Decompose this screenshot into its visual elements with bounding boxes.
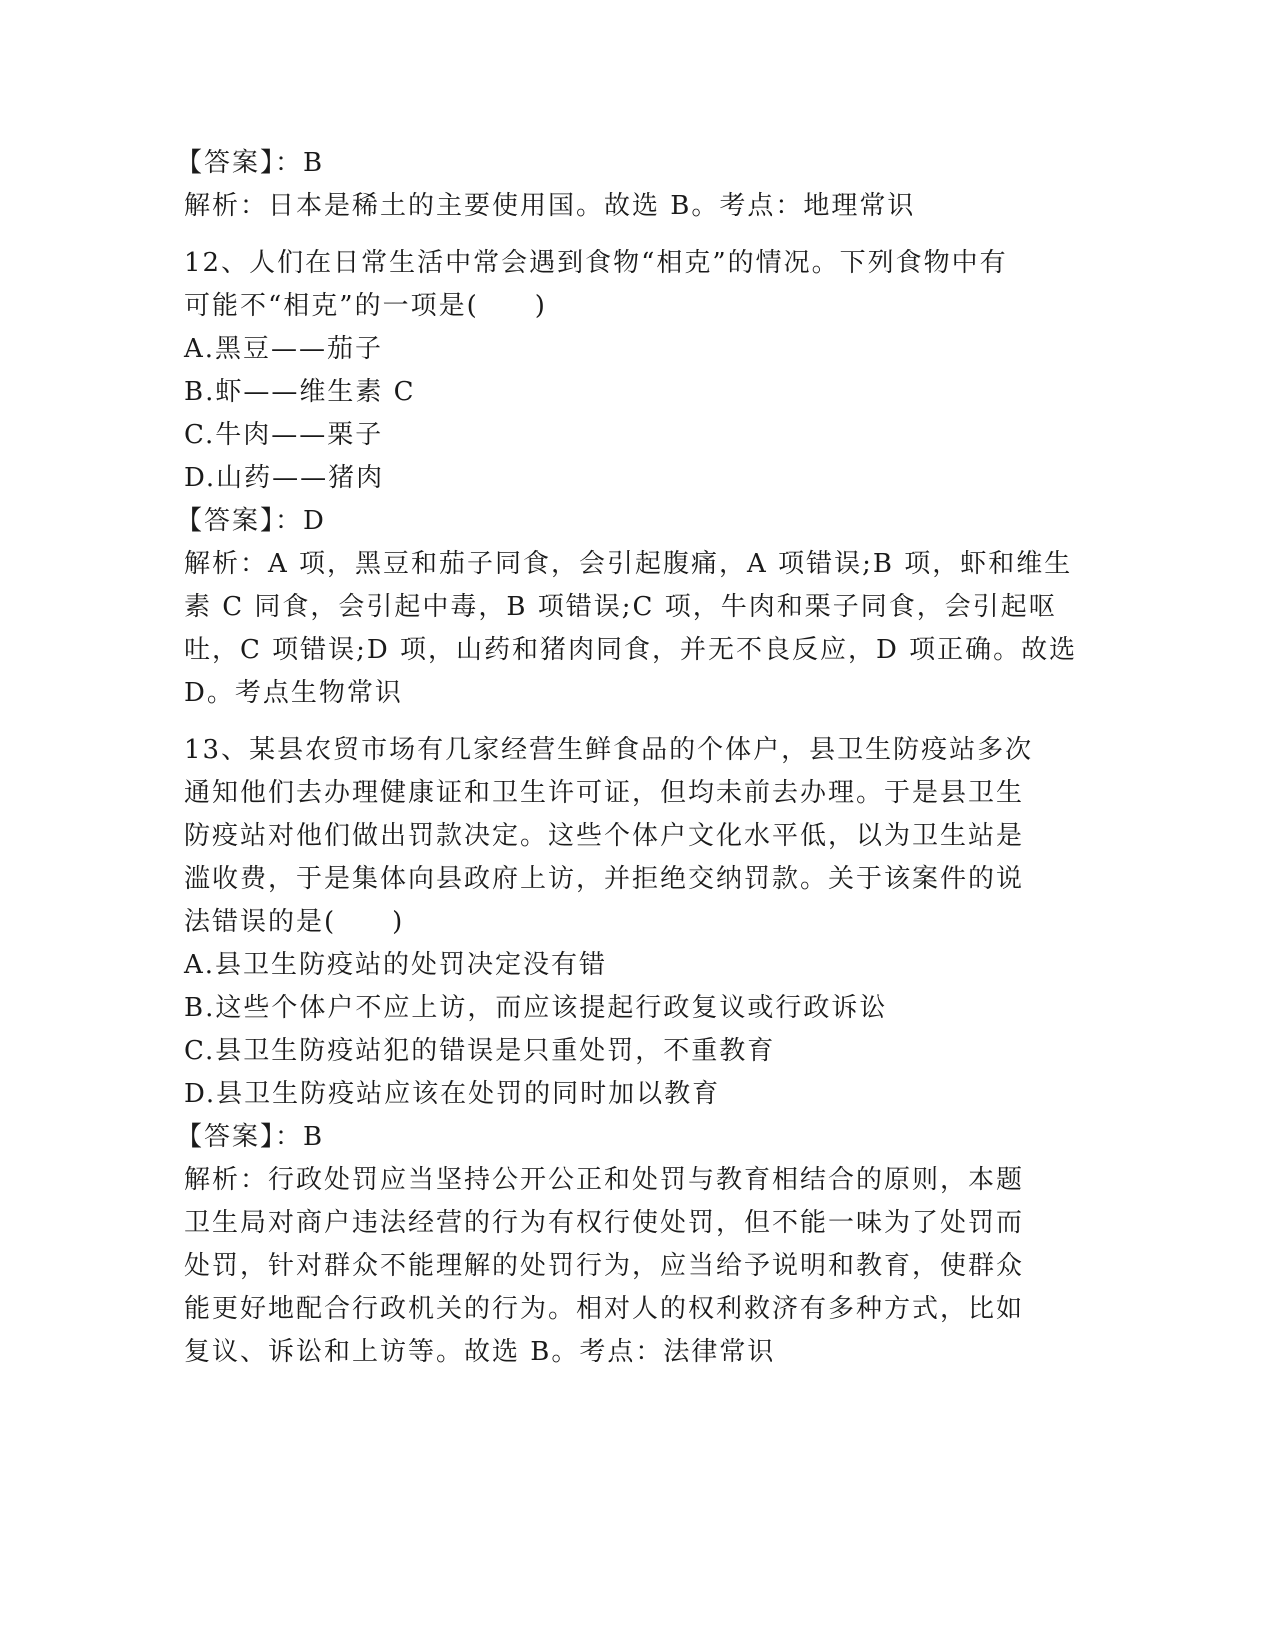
analysis-line: 素 C 同食，会引起中毒，B 项错误;C 项，牛肉和栗子同食，会引起呕 <box>184 592 1057 622</box>
option-c: C.牛肉——栗子 <box>184 420 384 450</box>
analysis-line: 解析：行政处罚应当坚持公开公正和处罚与教育相结合的原则，本题 <box>184 1165 1025 1195</box>
option-d: D.山药——猪肉 <box>184 463 385 493</box>
question-stem-line: 12、人们在日常生活中常会遇到食物“相克”的情况。下列食物中有 <box>184 248 1008 278</box>
question-11-block <box>176 142 1094 228</box>
analysis-line: 解析：日本是稀土的主要使用国。故选 B。考点：地理常识 <box>184 191 916 221</box>
analysis-line: 处罚，针对群众不能理解的处罚行为，应当给予说明和教育，使群众 <box>184 1251 1025 1281</box>
analysis-line: 复议、诉讼和上访等。故选 B。考点：法律常识 <box>184 1337 776 1367</box>
question-stem-line: 防疫站对他们做出罚款决定。这些个体户文化水平低，以为卫生站是 <box>184 821 1025 851</box>
answer-line <box>176 500 1094 543</box>
option-d: D.县卫生防疫站应该在处罚的同时加以教育 <box>184 1079 721 1109</box>
question-12-block <box>176 242 1094 715</box>
answer-line <box>176 142 1094 185</box>
answer-text: 【答案】：B <box>176 1122 325 1152</box>
spacer <box>184 228 1094 242</box>
answer-text: 【答案】：B <box>176 148 325 178</box>
option-b: B.虾——维生素 C <box>184 377 416 407</box>
question-13-block <box>176 729 1094 1374</box>
answer-line <box>176 1116 1094 1159</box>
analysis-line: 吐，C 项错误;D 项，山药和猪肉同食，并无不良反应，D 项正确。故选 <box>184 635 1078 665</box>
analysis-line: 卫生局对商户违法经营的行为有权行使处罚，但不能一味为了处罚而 <box>184 1208 1025 1238</box>
option-a: A.黑豆——茄子 <box>184 334 384 364</box>
analysis-line: 能更好地配合行政机关的行为。相对人的权利救济有多种方式，比如 <box>184 1294 1025 1324</box>
question-stem-line: 可能不“相克”的一项是( ) <box>184 291 547 321</box>
question-stem-line: 滥收费，于是集体向县政府上访，并拒绝交纳罚款。关于该案件的说 <box>184 864 1025 894</box>
analysis-line: D。考点生物常识 <box>184 678 403 708</box>
option-c: C.县卫生防疫站犯的错误是只重处罚，不重教育 <box>184 1036 776 1066</box>
analysis-line: 解析：A 项，黑豆和茄子同食，会引起腹痛，A 项错误;B 项，虾和维生 <box>184 549 1073 579</box>
question-stem-line: 法错误的是( ) <box>184 907 405 937</box>
option-b: B.这些个体户不应上访，而应该提起行政复议或行政诉讼 <box>184 993 888 1023</box>
question-stem-line: 13、某县农贸市场有几家经营生鲜食品的个体户，县卫生防疫站多次 <box>184 735 1034 765</box>
spacer <box>184 715 1094 729</box>
document-page <box>176 142 1094 1374</box>
option-a: A.县卫生防疫站的处罚决定没有错 <box>184 950 608 980</box>
answer-text: 【答案】：D <box>176 506 326 536</box>
question-stem-line: 通知他们去办理健康证和卫生许可证，但均未前去办理。于是县卫生 <box>184 778 1025 808</box>
